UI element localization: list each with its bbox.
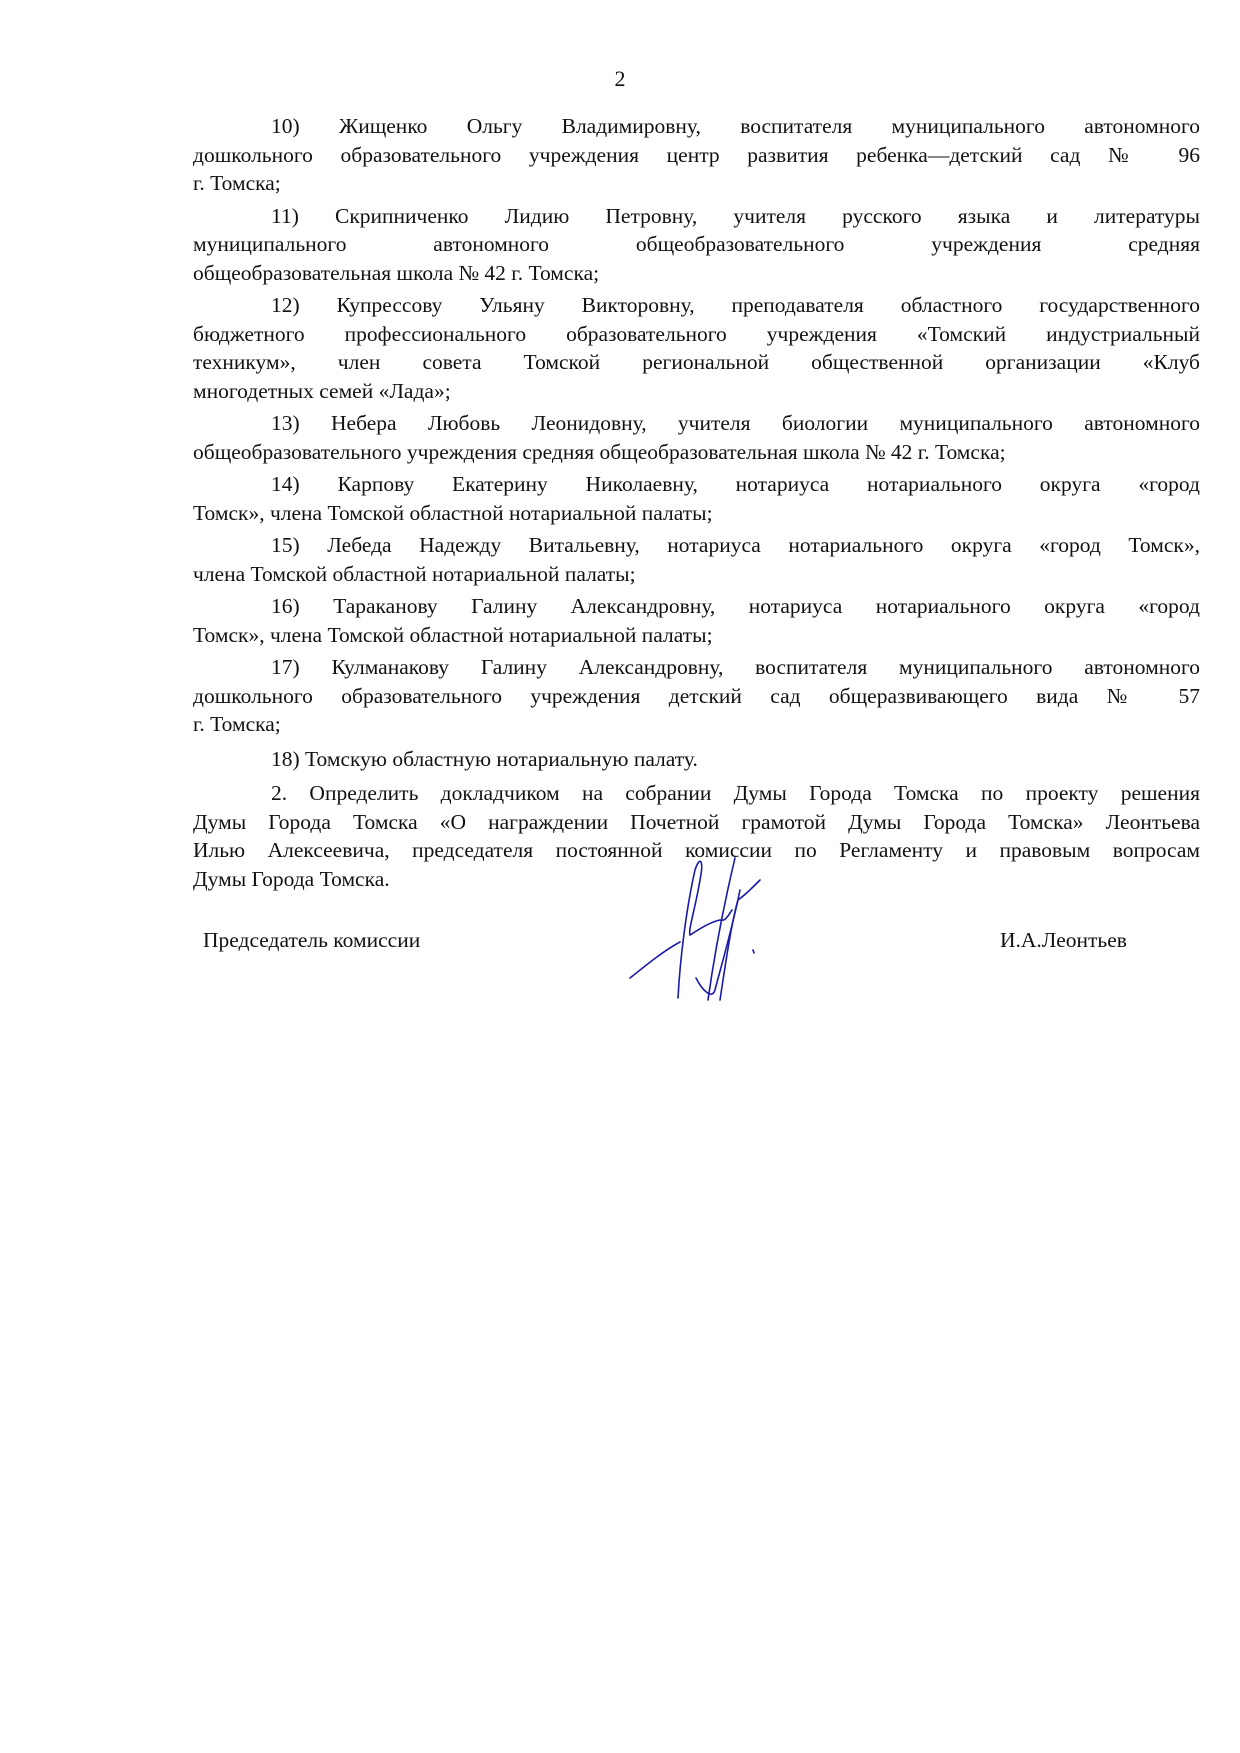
document-body — [193, 112, 1200, 897]
text-line: члена Томской областной нотариальной палаты; — [193, 561, 636, 586]
text-line: 2. Определить докладчиком на собрании Думы Города Томска по проекту решения — [271, 781, 1200, 805]
paragraph — [193, 531, 1200, 588]
paragraph — [193, 202, 1200, 288]
text-line: 10) Жищенко Ольгу Владимировну, воспитателя муниципального автономного — [271, 114, 1200, 138]
text-line: 13) Небера Любовь Леонидовну, учителя биологии муниципального автономного — [271, 411, 1200, 435]
paragraph — [193, 653, 1200, 739]
text-line: Томск», члена Томской областной нотариальной палаты; — [193, 622, 713, 647]
text-line: 12) Купрессову Ульяну Викторовну, преподавателя областного государственного — [271, 293, 1200, 317]
text-line: 15) Лебеда Надежду Витальевну, нотариуса нотариального округа «город Томск», — [271, 533, 1200, 557]
page-number: 2 — [614, 66, 626, 91]
text-line: 17) Кулманакову Галину Александровну, воспитателя муниципального автономного — [271, 655, 1200, 679]
handwritten-signature — [620, 850, 860, 1010]
text-line: 11) Скрипниченко Лидию Петровну, учителя русского языка и литературы — [271, 203, 1200, 228]
text-line: 14) Карпову Екатерину Николаевну, нотариуса нотариального округа «город — [271, 472, 1200, 496]
text-line: общеобразовательная школа № 42 г. Томска; — [193, 260, 600, 285]
text-line: дошкольного образовательного учреждения детский сад общеразвивающего вида № 57 — [193, 683, 1200, 708]
signer-name: И.А.Леонтьев — [1000, 928, 1127, 952]
text-line: г. Томска; — [193, 171, 281, 195]
paragraph — [193, 592, 1200, 649]
paragraph — [193, 291, 1200, 405]
text-line: 18) Томскую областную нотариальную палату. — [271, 746, 698, 771]
text-line: муниципального автономного общеобразовательного учреждения средняя — [193, 232, 1200, 256]
paragraph — [193, 470, 1200, 527]
paragraph — [193, 112, 1200, 198]
text-line: Томск», члена Томской областной нотариальной палаты; — [193, 500, 713, 525]
text-line: Илью Алексеевича, председателя постоянной комиссии по Регламенту и правовым вопросам — [193, 838, 1200, 862]
text-line: Думы Города Томска «О награждении Почетной грамотой Думы Города Томска» Леонтьева — [193, 809, 1200, 834]
text-line: дошкольного образовательного учреждения центр развития ребенка—детский сад № 96 — [193, 142, 1200, 167]
text-line: Думы Города Томска. — [193, 866, 390, 891]
paragraph — [193, 745, 1200, 774]
text-line: многодетных семей «Лада»; — [193, 378, 451, 403]
text-line: техникум», член совета Томской региональной общественной организации «Клуб — [193, 350, 1200, 374]
text-line: 16) Тараканову Галину Александровну, нотариуса нотариального округа «город — [271, 594, 1200, 618]
paragraph — [193, 409, 1200, 466]
signer-position: Председатель комиссии — [203, 928, 421, 952]
text-line: общеобразовательного учреждения средняя общеобразовательная школа № 42 г. Томска; — [193, 439, 1006, 464]
text-line: бюджетного профессионального образовательного учреждения «Томский индустриальный — [193, 321, 1200, 346]
text-line: г. Томска; — [193, 712, 281, 736]
